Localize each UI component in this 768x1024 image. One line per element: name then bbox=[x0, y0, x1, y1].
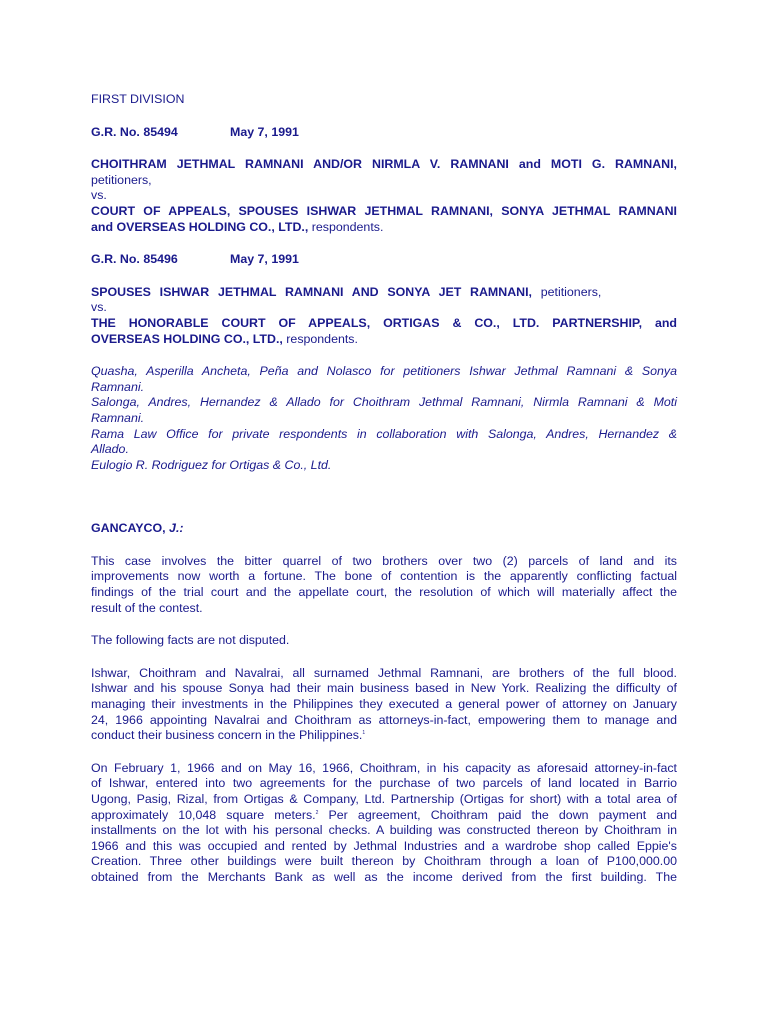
case1-respondents-line2-wrap bbox=[91, 220, 677, 236]
case2-grno: G.R. No. 85496 bbox=[91, 252, 178, 267]
paragraph-line: Ishwar and his spouse Sonya had their main business based in New York. Realizing the difficulty of bbox=[91, 681, 677, 696]
case1-respondents-line2: and OVERSEAS HOLDING CO., LTD., bbox=[91, 219, 309, 234]
case2-respondents-line2-wrap bbox=[91, 332, 677, 348]
case1-grno: G.R. No. 85494 bbox=[91, 124, 178, 139]
case2-petitioners: SPOUSES ISHWAR JETHMAL RAMNANI AND SONYA JET RAMNANI, bbox=[91, 284, 532, 299]
footnote-marker[interactable]: 1 bbox=[362, 730, 366, 737]
paragraph-line: obtained from the Merchants Bank as well as the income derived from the first building. The bbox=[91, 869, 677, 884]
paragraph-text: conduct their business concern in the Philippines. bbox=[91, 728, 363, 743]
case2-petitioners-label: petitioners, bbox=[540, 284, 602, 299]
case2-docket bbox=[91, 252, 677, 268]
ponente-suffix: J.: bbox=[169, 521, 184, 536]
body-paragraph: The following facts are not disputed. bbox=[91, 633, 290, 648]
counsel-line: Eulogio R. Rodriguez for Ortigas & Co., Ltd. bbox=[91, 457, 332, 472]
paragraph-line: managing their investments in the Philippines they executed a general power of attorney on January bbox=[91, 697, 677, 712]
case2-respondents-line1: THE HONORABLE COURT OF APPEALS, ORTIGAS & CO., LTD. PARTNERSHIP, and bbox=[91, 315, 677, 330]
case1-respondents-label: respondents. bbox=[311, 219, 384, 234]
counsel-line: Ramnani. bbox=[91, 410, 145, 425]
paragraph-text: Per agreement, Choithram paid the down payment and bbox=[318, 807, 677, 822]
case2-respondents-label: respondents. bbox=[286, 331, 358, 346]
counsel-line: Salonga, Andres, Hernandez & Allado for Choithram Jethmal Ramnani, Nirmla Ramnani & Moti bbox=[91, 395, 677, 410]
paragraph-line: improvements now worth a fortune. The bone of contention is the apparently conflicting factual bbox=[91, 569, 677, 584]
paragraph-line: result of the contest. bbox=[91, 600, 203, 615]
ponente-name: GANCAYCO, bbox=[91, 521, 166, 536]
body-paragraph bbox=[91, 761, 677, 886]
case1-docket bbox=[91, 125, 677, 141]
counsel-line: Quasha, Asperilla Ancheta, Peña and Nolasco for petitioners Ishwar Jethmal Ramnani & Sonya bbox=[91, 364, 677, 379]
body-paragraph bbox=[91, 666, 677, 744]
division-heading: FIRST DIVISION bbox=[91, 92, 185, 106]
counsel-line: Allado. bbox=[91, 442, 129, 457]
counsel-line: Rama Law Office for private respondents in collaboration with Salonga, Andres, Hernandez & bbox=[91, 426, 677, 441]
case2-vs: vs. bbox=[91, 300, 107, 315]
case2-respondents-line2: OVERSEAS HOLDING CO., LTD., bbox=[91, 331, 283, 346]
paragraph-line: Ishwar, Choithram and Navalrai, all surnamed Jethmal Ramnani, are brothers of the full blood. bbox=[91, 665, 677, 680]
paragraph-line: 24, 1966 appointing Navalrai and Choithram as attorneys-in-fact, empowering them to manage and bbox=[91, 712, 677, 727]
case1-vs: vs. bbox=[91, 188, 107, 203]
counsel-list bbox=[91, 364, 677, 473]
paragraph-line: findings of the trial court and the appellate court, the resolution of which will materially affect the bbox=[91, 585, 677, 600]
case1-respondents-line1: COURT OF APPEALS, SPOUSES ISHWAR JETHMAL RAMNANI, SONYA JETHMAL RAMNANI bbox=[91, 203, 677, 218]
case1-date: May 7, 1991 bbox=[230, 124, 299, 139]
decision-page bbox=[91, 92, 677, 886]
case2-date: May 7, 1991 bbox=[230, 252, 299, 267]
paragraph-line: 1966 and this was occupied and rented by Jethmal Industries and a wardrobe shop called Eppie's bbox=[91, 838, 677, 853]
paragraph-text: approximately 10,048 square meters. bbox=[91, 807, 316, 822]
paragraph-line: On February 1, 1966 and on May 16, 1966, Choithram, in his capacity as aforesaid attorney-in-fact bbox=[91, 760, 677, 775]
case1-petitioners: CHOITHRAM JETHMAL RAMNANI AND/OR NIRMLA V. RAMNANI and MOTI G. RAMNANI, bbox=[91, 157, 677, 172]
paragraph-line: Ugong, Pasig, Rizal, from Ortigas & Company, Ltd. Partnership (Ortigas for short) with a total area of bbox=[91, 792, 677, 806]
footnote-marker[interactable]: 2 bbox=[315, 809, 319, 816]
case1-petitioners-label: petitioners, bbox=[91, 172, 152, 187]
paragraph-line: of Ishwar, entered into two agreements for the purchase of two parcels of land located in Barrio bbox=[91, 776, 677, 791]
case2-petitioners-wrap bbox=[91, 285, 677, 301]
paragraph-line: Creation. Three other buildings were built thereon by Choithram through a loan of P100,000.00 bbox=[91, 854, 677, 869]
paragraph-line bbox=[91, 808, 677, 824]
paragraph-line: installments on the lot with his personal checks. A building was constructed thereon by Choithram in bbox=[91, 823, 677, 838]
body-paragraph bbox=[91, 554, 677, 616]
counsel-line: Ramnani. bbox=[91, 379, 145, 394]
ponente bbox=[91, 521, 677, 537]
paragraph-line: This case involves the bitter quarrel of two brothers over two (2) parcels of land and its bbox=[91, 553, 677, 568]
paragraph-line bbox=[91, 728, 677, 744]
